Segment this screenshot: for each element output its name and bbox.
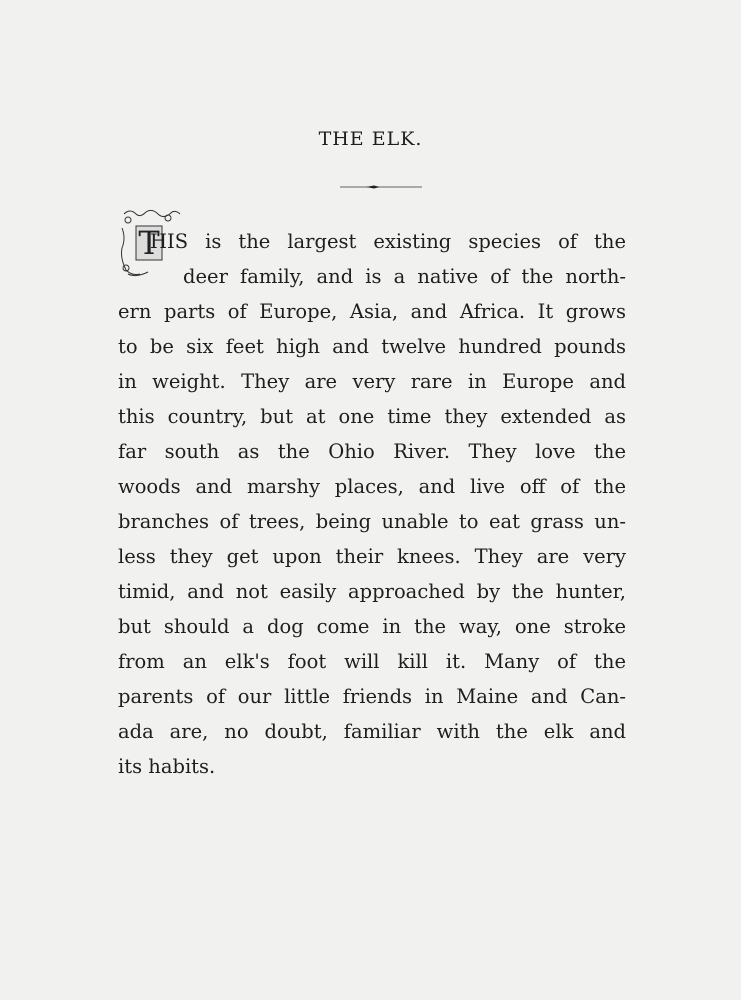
- text-line-15: ada are, no doubt, familiar with the elk and: [118, 720, 626, 743]
- text-line-8: woods and marshy places, and live off of the: [118, 475, 626, 498]
- text-line-5: in weight. They are very rare in Europe and: [118, 370, 626, 393]
- text-line-14: parents of our little friends in Maine and Can-: [118, 685, 626, 708]
- text-line-6: this country, but at one time they extended as: [118, 405, 626, 428]
- ornament-divider-icon: [340, 185, 422, 189]
- page-title: THE ELK.: [318, 128, 423, 150]
- text-line-4: to be six feet high and twelve hundred pounds: [118, 335, 626, 358]
- text-line-9: branches of trees, being unable to eat grass un-: [118, 510, 626, 533]
- text-line-11: timid, and not easily approached by the hunter,: [118, 580, 626, 603]
- text-line-1: HIS is the largest existing species of the: [150, 230, 626, 253]
- text-line-16: its habits.: [118, 755, 216, 778]
- text-line-7: far south as the Ohio River. They love the: [118, 440, 626, 463]
- text-line-12: but should a dog come in the way, one stroke: [118, 615, 626, 638]
- text-line-2: deer family, and is a native of the north-: [183, 265, 626, 288]
- svg-text:T: T: [138, 224, 160, 262]
- text-line-3: ern parts of Europe, Asia, and Africa. It grows: [118, 300, 626, 323]
- text-line-10: less they get upon their knees. They are very: [118, 545, 626, 568]
- text-line-13: from an elk's foot will kill it. Many of the: [118, 650, 626, 673]
